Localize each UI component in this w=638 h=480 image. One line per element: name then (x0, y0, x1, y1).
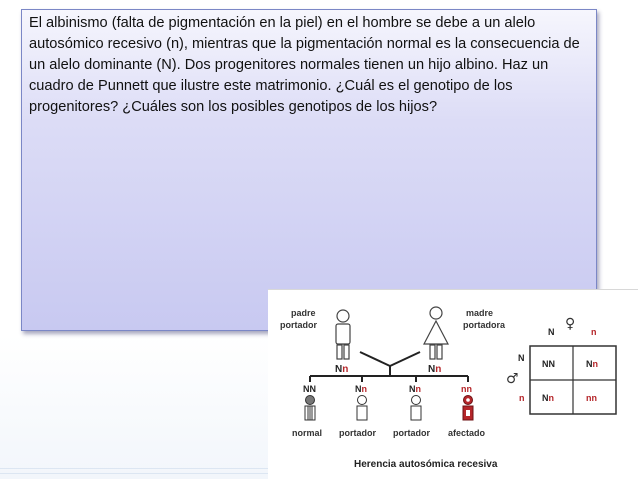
punnett-col-header-2: n (591, 327, 597, 337)
child-4-genotype: nn (461, 384, 472, 394)
child-2 (339, 384, 376, 438)
punnett-col-header-1: N (548, 327, 555, 337)
punnett-row-header-2: n (519, 393, 525, 403)
female-figure-icon (424, 307, 448, 359)
punnett-square (506, 316, 616, 414)
female-symbol-icon: ♀ (565, 316, 576, 332)
male-figure-icon (336, 310, 350, 359)
punnett-cell-2-1: Nn (542, 393, 554, 403)
child-3-head-icon (412, 396, 421, 405)
pedigree-lines (310, 352, 468, 382)
father-label-1: padre (291, 308, 316, 318)
mother-genotype: Nn (428, 364, 442, 375)
punnett-cell-2-2: nn (586, 393, 597, 403)
child-1-label: normal (292, 428, 323, 438)
child-1 (292, 384, 322, 438)
inheritance-figure (268, 289, 638, 480)
mother-label-1: madre (466, 308, 494, 318)
child-2-body-icon (357, 406, 367, 420)
mother-label-2: portadora (463, 320, 506, 330)
question-text: El albinismo (falta de pigmentación en la piel) en el hombre se debe a un alelo autosómico recesivo (n), mientras que la pigmentación normal es la consecuencia de un alelo dominante (N). Dos progenitores normales tienen un hijo albino. Haz un cuadro de Punnett que ilustre este matrimonio. ¿Cuál es el genotipo de los progenitores? ¿Cuáles son los posibles genotipos de los hijos? (29, 15, 580, 115)
child-1-genotype: NN (303, 384, 316, 394)
child-3-genotype: Nn (409, 384, 421, 394)
father-genotype: Nn (335, 364, 349, 375)
pedigree-diagram (268, 290, 638, 480)
child-4 (448, 384, 486, 438)
punnett-row-header-1: N (518, 353, 525, 363)
child-3-label: portador (393, 428, 430, 438)
punnett-cell-1-1: NN (542, 359, 555, 369)
child-2-head-icon (358, 396, 367, 405)
father-label-2: portador (280, 320, 317, 330)
child-4-label: afectado (448, 428, 486, 438)
child-3 (393, 384, 430, 438)
child-1-head-icon (306, 396, 315, 405)
child-2-genotype: Nn (355, 384, 367, 394)
punnett-cell-1-2: Nn (586, 359, 598, 369)
child-2-label: portador (339, 428, 376, 438)
child-3-body-icon (411, 406, 421, 420)
figure-caption: Herencia autosómica recesiva (354, 459, 498, 470)
male-symbol-icon: ♂ (506, 371, 519, 387)
